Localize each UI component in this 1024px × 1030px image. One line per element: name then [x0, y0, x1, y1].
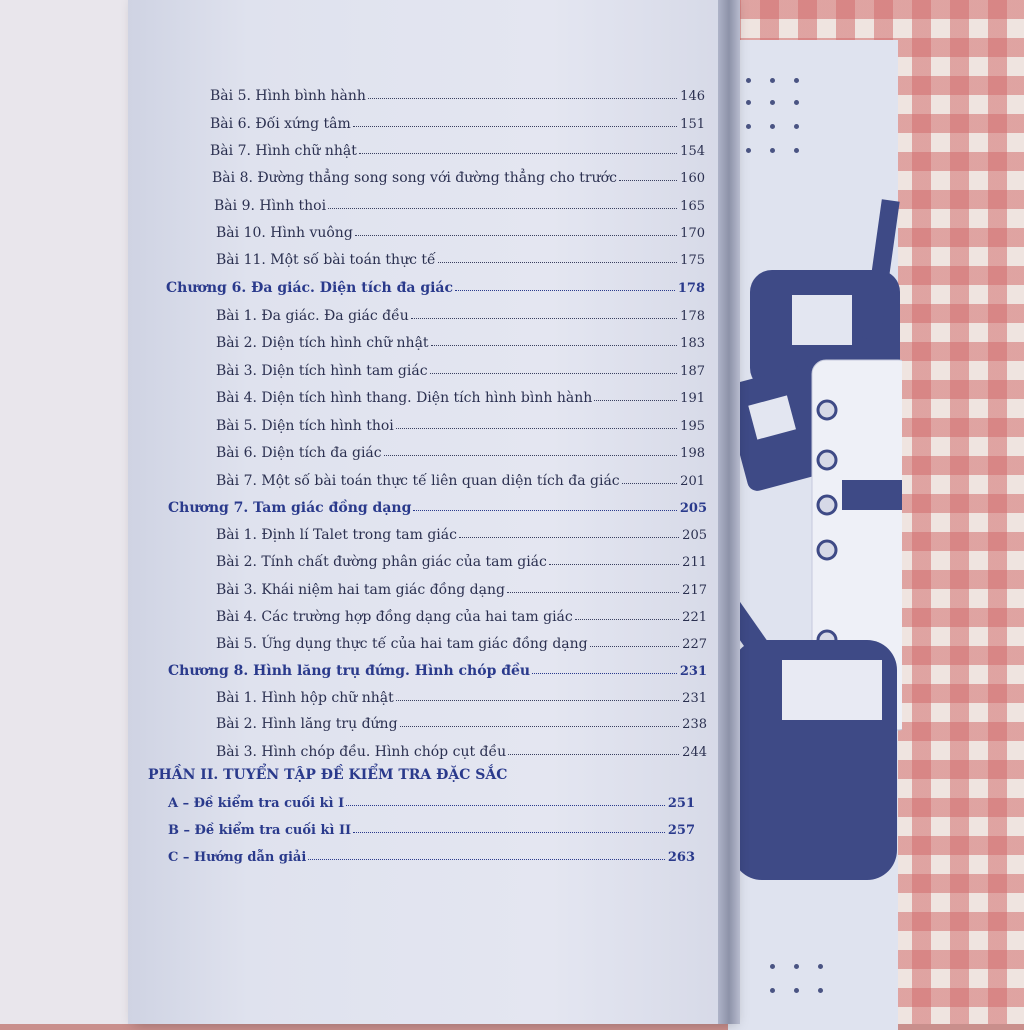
- toc-page-number: 165: [680, 199, 705, 214]
- toc-entry-title: Bài 5. Diện tích hình thoi: [216, 418, 394, 434]
- toc-page-number: 257: [667, 823, 695, 838]
- toc-page-number: 183: [680, 336, 705, 351]
- toc-page-number: 151: [680, 117, 705, 132]
- toc-page-number: 205: [682, 528, 707, 543]
- toc-entry-title: Bài 9. Hình thoi: [214, 198, 327, 214]
- toc-page-number: 244: [682, 745, 707, 760]
- toc-part-heading: [148, 763, 508, 783]
- toc-entry-title: Bài 7. Hình chữ nhật: [210, 143, 357, 159]
- toc-entry-title: Bài 3. Khái niệm hai tam giác đồng dạng: [216, 582, 505, 598]
- toc-entry-title: Bài 1. Định lí Talet trong tam giác: [216, 527, 457, 543]
- toc-entry-title: B – Đề kiểm tra cuối kì II: [168, 823, 352, 838]
- dot-leader: [575, 619, 679, 620]
- toc-entry-title: Bài 3. Hình chóp đều. Hình chóp cụt đều: [216, 744, 507, 760]
- toc-entry-title: Bài 2. Diện tích hình chữ nhật: [216, 335, 429, 351]
- dot-leader: [508, 754, 679, 755]
- toc-page-number: 160: [680, 171, 705, 186]
- dot-leader: [438, 262, 678, 263]
- dot-leader: [594, 400, 677, 401]
- dot-leader: [455, 290, 675, 291]
- toc-entry-row: [168, 818, 695, 838]
- toc-entry-row: [216, 359, 705, 379]
- toc-entry-row: [216, 304, 705, 324]
- toc-entry-title: Bài 4. Các trường hợp đồng dạng của hai tam giác: [216, 609, 573, 625]
- toc-entry-row: [216, 248, 705, 268]
- toc-entry-row: [216, 740, 707, 760]
- toc-chapter-row: [166, 276, 705, 296]
- toc-entry-title: Bài 6. Diện tích đa giác: [216, 445, 382, 461]
- toc-page-number: 231: [679, 664, 707, 679]
- toc-entry-title: C – Hướng dẫn giải: [168, 850, 307, 865]
- toc-entry-row: [216, 578, 707, 598]
- toc-page-number: 146: [680, 89, 705, 104]
- dot-leader: [400, 726, 680, 727]
- toc-entry-title: Chương 8. Hình lăng trụ đứng. Hình chóp đều: [168, 663, 531, 679]
- toc-entry-title: Bài 4. Diện tích hình thang. Diện tích hình bình hành: [216, 390, 593, 406]
- toc-page-number: 178: [680, 309, 705, 324]
- toc-page-number: 227: [682, 637, 707, 652]
- toc-entry-row: [216, 331, 705, 351]
- dot-leader: [590, 646, 680, 647]
- toc-entry-title: Bài 10. Hình vuông: [216, 225, 353, 241]
- toc-entry-title: Bài 5. Hình bình hành: [210, 88, 366, 104]
- dot-leader: [396, 428, 677, 429]
- toc-page-number: 231: [682, 691, 707, 706]
- toc-page-number: 251: [667, 796, 695, 811]
- toc-entry-row: [212, 166, 705, 186]
- toc-entry-row: [216, 550, 707, 570]
- toc-entry-title: Bài 7. Một số bài toán thực tế liên quan diện tích đa giác: [216, 473, 620, 489]
- toc-entry-row: [216, 523, 707, 543]
- dot-leader: [396, 700, 679, 701]
- toc-entry-title: Chương 6. Đa giác. Diện tích đa giác: [166, 280, 454, 296]
- toc-entry-title: Bài 1. Đa giác. Đa giác đều: [216, 308, 409, 324]
- toc-page-number: 238: [682, 717, 707, 732]
- toc-page-number: 201: [680, 474, 705, 489]
- toc-page-number: 195: [680, 419, 705, 434]
- dot-leader: [413, 510, 676, 511]
- toc-entry-row: [216, 686, 707, 706]
- dot-leader: [411, 318, 677, 319]
- toc-entry-row: [210, 84, 705, 104]
- dot-leader: [346, 805, 665, 806]
- dot-leader: [384, 455, 678, 456]
- toc-entry-title: Chương 7. Tam giác đồng dạng: [168, 500, 412, 516]
- toc-page-number: 170: [680, 226, 705, 241]
- dot-leader: [532, 673, 677, 674]
- toc-entry-title: Bài 8. Đường thẳng song song với đường thẳng cho trước: [212, 170, 617, 186]
- dot-leader: [328, 208, 677, 209]
- toc-entry-title: Bài 1. Hình hộp chữ nhật: [216, 690, 394, 706]
- toc-page-number: 191: [680, 391, 705, 406]
- toc-page-number: 263: [667, 850, 695, 865]
- dot-leader: [430, 373, 678, 374]
- toc-chapter-row: [168, 496, 707, 516]
- dot-leader: [353, 126, 677, 127]
- toc-entry-row: [216, 221, 705, 241]
- toc-entry-row: [216, 605, 707, 625]
- toc-entry-title: Bài 3. Diện tích hình tam giác: [216, 363, 428, 379]
- dot-leader: [359, 153, 677, 154]
- toc-entry-title: Bài 2. Hình lăng trụ đứng: [216, 716, 398, 732]
- toc-page-number: 187: [680, 364, 705, 379]
- toc-entry-title: Bài 5. Ứng dụng thực tế của hai tam giác đồng dạng: [216, 636, 588, 652]
- toc-chapter-row: [168, 659, 707, 679]
- toc-page-number: 198: [680, 446, 705, 461]
- toc-entry-row: [216, 632, 707, 652]
- toc-entry-row: [168, 845, 695, 865]
- dot-leader: [622, 483, 678, 484]
- dot-leader: [355, 235, 677, 236]
- toc-entry-title: PHẦN II. TUYỂN TẬP ĐỀ KIỂM TRA ĐẶC SẮC: [148, 767, 508, 783]
- toc-entry-row: [216, 441, 705, 461]
- toc-page-number: 221: [682, 610, 707, 625]
- toc-entry-row: [216, 712, 707, 732]
- toc-entry-title: A – Đề kiểm tra cuối kì I: [168, 796, 345, 811]
- toc-entry-row: [214, 194, 705, 214]
- toc-entry-row: [216, 414, 705, 434]
- toc-entry-title: Bài 6. Đối xứng tâm: [210, 116, 351, 132]
- toc-entry-row: [168, 791, 695, 811]
- toc-entry-title: Bài 2. Tính chất đường phân giác của tam giác: [216, 554, 547, 570]
- dot-leader: [353, 832, 665, 833]
- dot-leader: [619, 180, 677, 181]
- toc-page-number: 154: [680, 144, 705, 159]
- toc-entry-row: [210, 112, 705, 132]
- toc-entry-row: [216, 469, 705, 489]
- dot-leader: [549, 564, 679, 565]
- dot-leader: [308, 859, 665, 860]
- toc-page-number: 175: [680, 253, 705, 268]
- toc-page-number: 217: [682, 583, 707, 598]
- dot-leader: [507, 592, 679, 593]
- dot-leader: [459, 537, 679, 538]
- toc-entry-row: [216, 386, 705, 406]
- toc-page-number: 211: [682, 555, 707, 570]
- toc-entry-title: Bài 11. Một số bài toán thực tế: [216, 252, 436, 268]
- toc-page-number: 205: [679, 501, 707, 516]
- toc-entry-row: [210, 139, 705, 159]
- cover-illustration: [732, 180, 902, 880]
- toc-page-number: 178: [677, 281, 705, 296]
- dot-leader: [431, 345, 678, 346]
- dot-leader: [368, 98, 677, 99]
